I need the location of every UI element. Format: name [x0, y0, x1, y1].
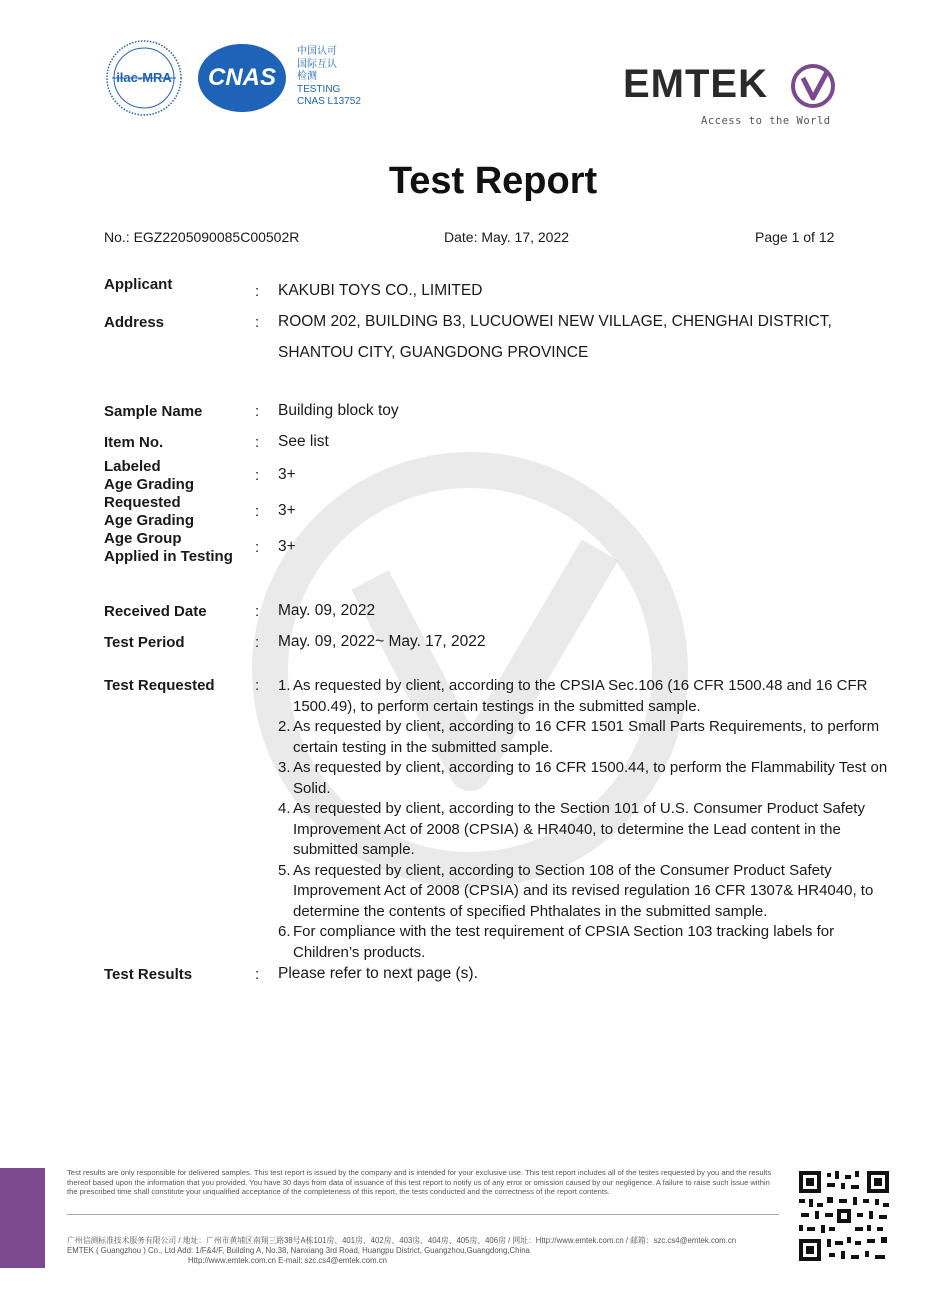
item-number: 5.	[278, 861, 291, 879]
list-item	[278, 717, 888, 758]
footer-en-line: EMTEK ( Guangzhou ) Co., Ltd Add: 1/F&4/F, Building A, No.38, Nanxiang 3rd Road, Huangpu District, Guangzhou,Guangdong,China	[67, 1246, 530, 1255]
cnas-line: 国际互认	[297, 58, 337, 70]
report-number: No.: EGZ2205090085C00502R	[104, 229, 300, 245]
label-line: Requested	[104, 494, 181, 511]
colon: :	[255, 283, 260, 300]
ilac-mra-logo	[104, 38, 184, 118]
footer-divider	[67, 1214, 779, 1215]
footer-disclaimer: Test results are only responsible for delivered samples. This test report is issued by the company and is intended for your exclusive use. This test report includes all of the testes requested by you and the results thereof based upon the information that you provided. You have 30 days from data of issuance of this test report to notify us of any error or omission caused by our negligence. A failure to raise such issue within the prescribed time shall constitute your unqualified acceptance of the completeness of this report, the tests conducted and the correctness of the report contents.	[67, 1168, 772, 1197]
footer-cn-line: 广州信测标准技术服务有限公司 / 地址：广州市黄埔区南翔三路38号A栋101房、401房、402房、403房、404房、405房、406房 / 网址：Http://www.emtek.com.cn / 邮箱：szc.cs4@emtek.com.cn	[67, 1236, 737, 1245]
label-line: Age Grading	[104, 476, 195, 493]
page-indicator: Page 1 of 12	[755, 229, 835, 245]
item-number: 2.	[278, 718, 291, 735]
colon: :	[255, 503, 260, 520]
received-date-value: May. 09, 2022	[278, 602, 376, 619]
label-line: Age Group	[104, 530, 182, 547]
cnas-line: TESTING	[297, 83, 341, 95]
report-date: Date: May. 17, 2022	[444, 229, 570, 245]
cnas-accreditation-text	[297, 46, 361, 109]
cnas-line: CNAS L13752	[297, 96, 361, 107]
colon: :	[255, 677, 260, 694]
list-item	[278, 758, 888, 799]
footer-address	[67, 1236, 787, 1266]
tagline: Access to the World	[701, 115, 831, 127]
age-group-value: 3+	[278, 538, 296, 555]
test-period-label: Test Period	[104, 634, 185, 651]
cnas-logo	[196, 42, 288, 114]
address-line-2: SHANTOU CITY, GUANGDONG PROVINCE	[278, 344, 589, 361]
label-line: Labeled	[104, 458, 161, 475]
applicant-label: Applicant	[104, 276, 173, 293]
test-results-label: Test Results	[104, 966, 193, 983]
colon: :	[255, 467, 260, 484]
labeled-age-label	[104, 458, 194, 494]
qr-code-icon	[797, 1169, 891, 1263]
received-date-label: Received Date	[104, 603, 207, 620]
item-no-value: See list	[278, 433, 329, 450]
footer-web-line: Http://www.emtek.com.cn E-mail: szc.cs4@emtek.com.cn	[188, 1256, 387, 1265]
item-text: As requested by client, according to the Section 101 of U.S. Consumer Product Safety Improvement Act of 2008 (CPSIA) & HR4040, to determine the Lead content in the submitted sample.	[293, 800, 865, 858]
emtek-brand-text: EMTEK	[623, 62, 768, 106]
item-number: 6.	[278, 923, 291, 940]
item-text: As requested by client, according to 16 CFR 1501 Small Parts Requirements, to perform certain testing in the submitted sample.	[293, 718, 880, 756]
item-no-label: Item No.	[104, 434, 164, 451]
labeled-age-value: 3+	[278, 466, 296, 483]
test-results-value: Please refer to next page (s).	[278, 965, 478, 982]
list-item	[278, 861, 888, 923]
item-text: As requested by client, according to Section 108 of the Consumer Product Safety Improvement Act of 2008 (CPSIA) and its revised regulation 16 CFR 1307& HR4040, to determine the contents of specified Phthalates in the submitted sample.	[293, 861, 874, 920]
page-title: Test Report	[388, 160, 598, 202]
requested-age-label	[104, 494, 194, 530]
item-text: For compliance with the test requirement of CPSIA Section 103 tracking labels for Children’s products.	[293, 923, 835, 961]
item-number: 3.	[278, 759, 291, 776]
label-line: Applied in Testing	[104, 548, 233, 565]
item-text: As requested by client, according to 16 CFR 1500.44, to perform the Flammability Test on Solid.	[293, 759, 888, 797]
cnas-logo-text: CNAS	[207, 64, 277, 91]
item-number: 1.	[278, 677, 291, 694]
list-item	[278, 922, 888, 963]
address-line-1: ROOM 202, BUILDING B3, LUCUOWEI NEW VILLAGE, CHENGHAI DISTRICT,	[278, 313, 832, 330]
age-group-label	[104, 530, 233, 566]
colon: :	[255, 403, 260, 420]
item-number: 4.	[278, 800, 291, 817]
item-text: As requested by client, according to the CPSIA Sec.106 (16 CFR 1500.48 and 16 CFR 1500.49), to perform certain testings in the submitted sample.	[293, 677, 868, 715]
sample-name-value: Building block toy	[278, 402, 399, 419]
sample-name-label: Sample Name	[104, 403, 203, 420]
emtek-logo	[623, 60, 843, 112]
emtek-check-icon	[789, 62, 837, 110]
address-label: Address	[104, 314, 165, 331]
colon: :	[255, 603, 260, 620]
cnas-line: 检测	[297, 71, 317, 82]
test-requested-list	[278, 676, 888, 963]
colon: :	[255, 539, 260, 556]
colon: :	[255, 966, 260, 983]
colon: :	[255, 634, 260, 651]
list-item	[278, 676, 888, 717]
requested-age-value: 3+	[278, 502, 296, 519]
cnas-line: 中国认可	[297, 46, 337, 57]
footer-accent-bar	[0, 1168, 45, 1268]
label-line: Age Grading	[104, 512, 195, 529]
applicant-value: KAKUBI TOYS CO., LIMITED	[278, 282, 483, 299]
list-item	[278, 799, 888, 861]
colon: :	[255, 434, 260, 451]
colon: :	[255, 314, 260, 331]
test-requested-label: Test Requested	[104, 677, 215, 694]
ilac-logo-text: ilac-MRA	[116, 70, 172, 85]
test-period-value: May. 09, 2022~ May. 17, 2022	[278, 633, 486, 650]
